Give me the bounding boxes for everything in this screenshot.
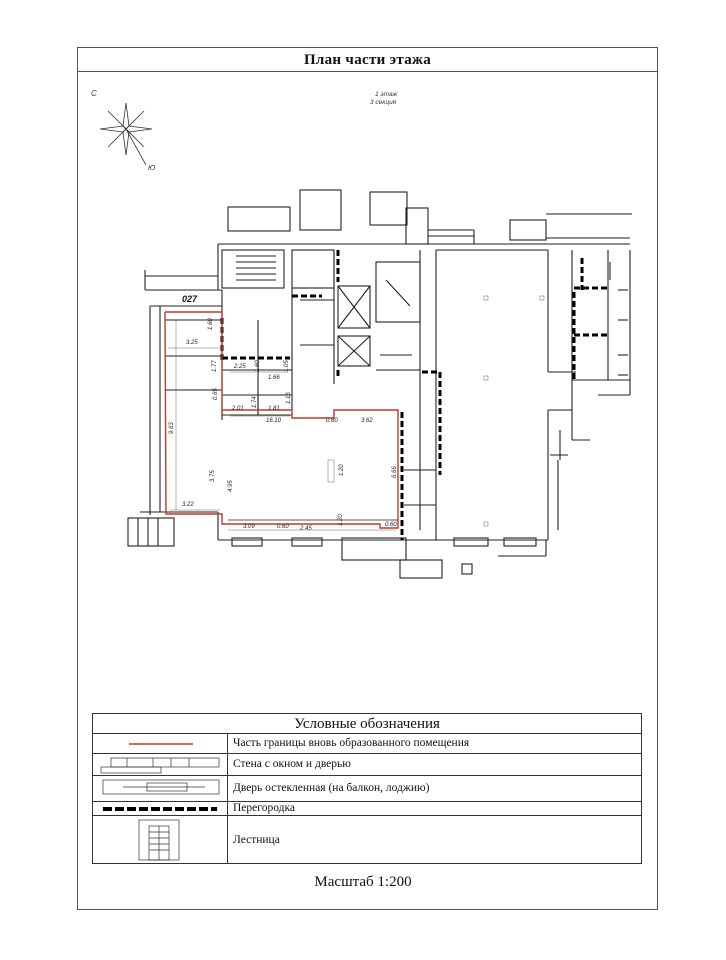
legend-title: Условные обозначения (93, 714, 641, 734)
dimension-label: 2.01 (232, 406, 244, 412)
dimension-label: 3.22 (182, 502, 194, 508)
legend-label: Стена с окном и дверью (233, 758, 351, 770)
compass-south-label: Ю (148, 165, 156, 172)
dimension-label: 0.60 (326, 418, 338, 424)
dimension-label: 2.25 (234, 364, 246, 370)
dimension-label: 6.66 (392, 466, 398, 478)
legend-row (93, 802, 641, 816)
dimension-label: 4.95 (228, 480, 234, 492)
legend-row (93, 734, 641, 754)
dimension-label: 1.66 (268, 375, 280, 381)
dimension-label: 1.20 (338, 514, 344, 526)
legend-symbol-stairs (93, 816, 228, 863)
dimension-label: 0.60 (277, 524, 289, 530)
stairs-icon (93, 816, 228, 863)
legend-symbol-red-line (93, 734, 228, 753)
dimension-label: 2.45 (300, 526, 312, 532)
scale-label: Масштаб 1:200 (314, 874, 412, 890)
wall-window-door-icon (93, 754, 228, 776)
dimension-label: 1.60 (208, 318, 214, 330)
floor-note-line1: 1 этаж (375, 91, 398, 98)
partition-icon (93, 802, 228, 816)
dimension-label: 1.20 (339, 464, 345, 476)
floor-note-line2: 3 секция (370, 99, 397, 106)
compass-icon (100, 103, 152, 165)
dimension-label: 9.63 (169, 422, 175, 434)
red-line-icon (93, 734, 228, 754)
compass-north-label: С (91, 89, 97, 98)
dimension-label: 3.09 (243, 524, 255, 530)
legend-symbol-wall-window-door (93, 754, 228, 775)
page-title: План части этажа (78, 48, 657, 72)
dimension-label: 1.74 (252, 396, 258, 408)
legend-symbol-partition (93, 802, 228, 815)
legend-row (93, 776, 641, 802)
dimension-lines (168, 296, 544, 530)
dimension-label: 16.10 (266, 418, 282, 424)
dimension-label: 1.60 (255, 360, 261, 372)
dimension-label: 3.75 (210, 470, 216, 482)
dimension-label: 0.60 (385, 522, 397, 528)
dimension-label: 1.16 (286, 392, 292, 404)
dimension-labels (169, 318, 398, 532)
dimension-label: 1.81 (268, 406, 280, 412)
legend-label: Лестница (233, 834, 280, 846)
room-number: 027 (182, 294, 198, 304)
legend-label: Часть границы вновь образованного помещения (233, 737, 470, 749)
glazed-door-icon (93, 776, 228, 802)
legend-row (93, 754, 641, 776)
dimension-label: 1.05 (284, 360, 290, 372)
legend-label: Дверь остекленная (на балкон, лоджию) (233, 782, 430, 794)
legend-table (92, 713, 642, 864)
legend-label: Перегородка (233, 802, 295, 814)
legend-row (93, 816, 641, 863)
dimension-label: 1.77 (212, 360, 218, 372)
dimension-label: 0.65 (213, 388, 219, 400)
dimension-label: 3.62 (361, 418, 373, 424)
dimension-label: 3.25 (186, 340, 198, 346)
legend-symbol-glazed-door (93, 776, 228, 801)
